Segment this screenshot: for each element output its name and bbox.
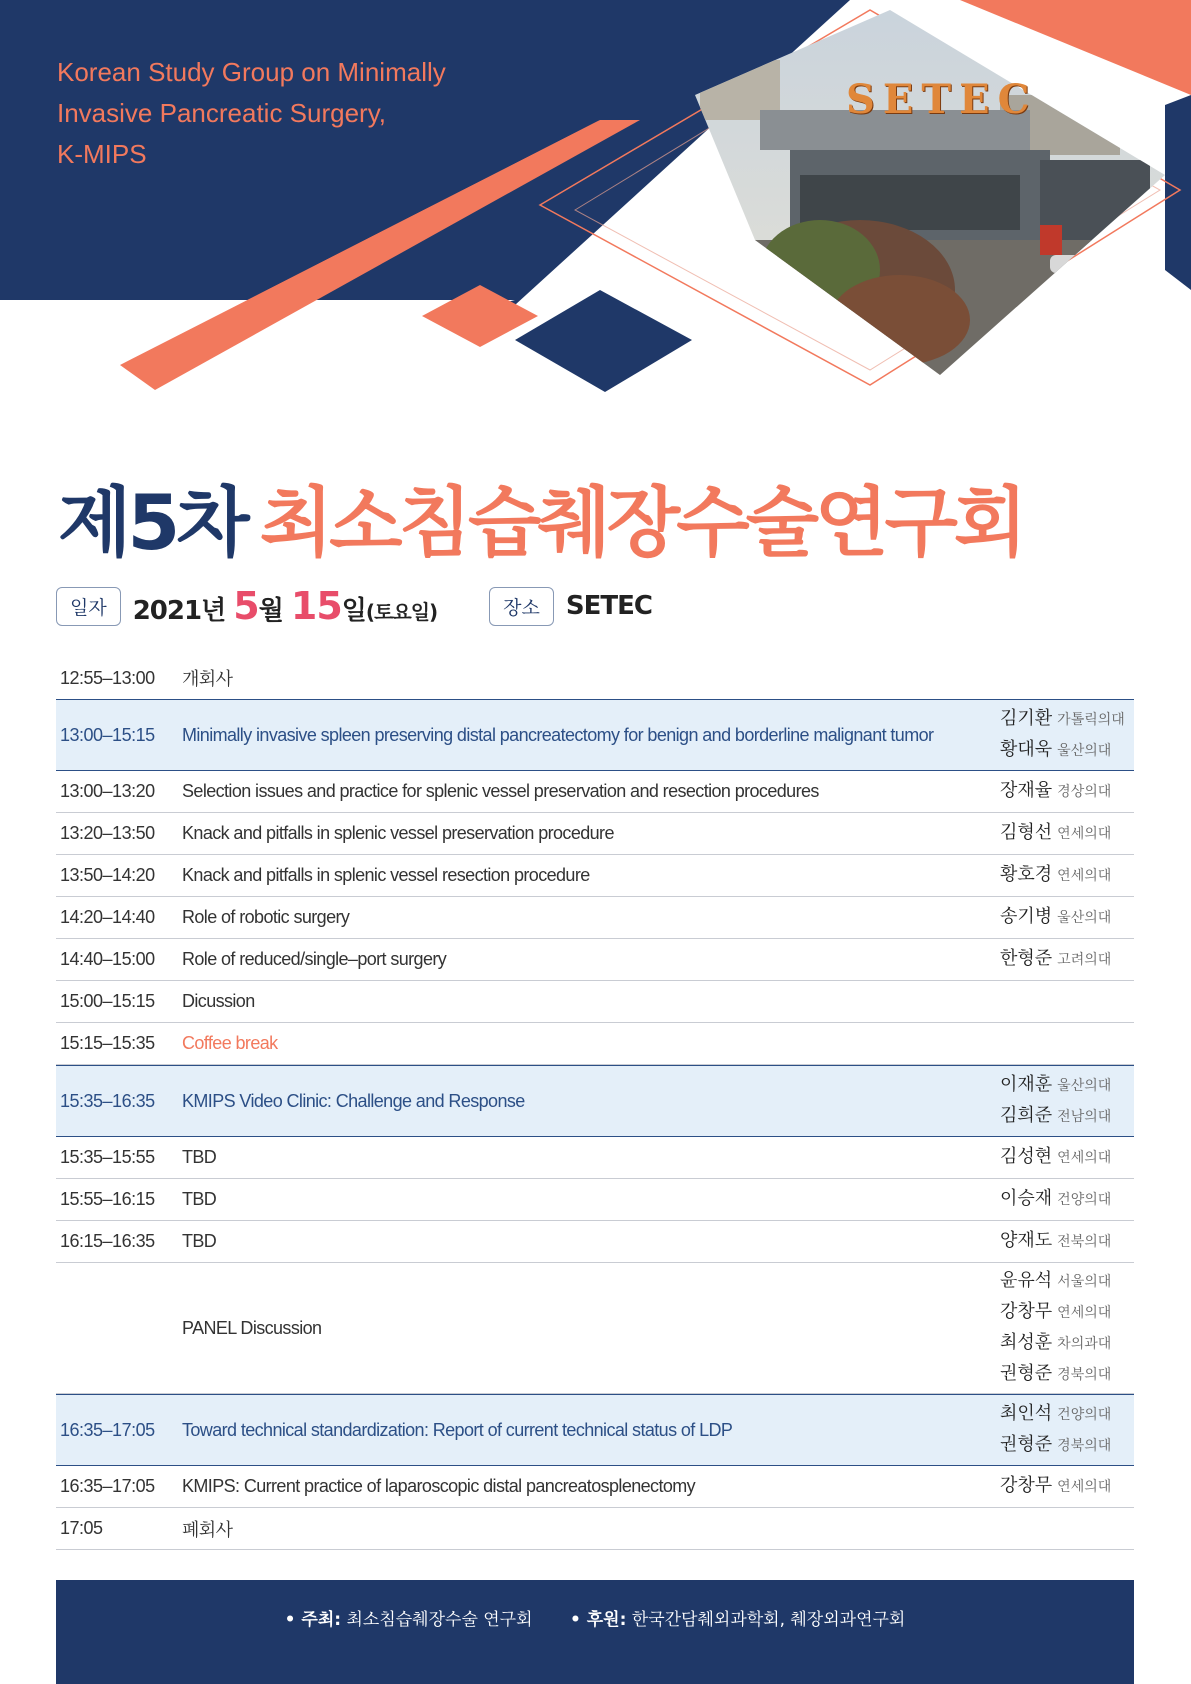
session-topic: Knack and pitfalls in splenic vessel resection procedure [182, 865, 590, 885]
org-line: K-MIPS [57, 139, 147, 169]
schedule-row [56, 1065, 1134, 1137]
speaker-list [1000, 1266, 1134, 1390]
speaker-affiliation: 연세의대 [1057, 1150, 1112, 1166]
date-chip: 일자 [56, 587, 121, 626]
session-topic: Role of robotic surgery [182, 907, 350, 927]
speaker-name: 김성현 [1000, 1146, 1053, 1167]
footer-bar [56, 1580, 1134, 1684]
session-time: 13:00–15:15 [60, 724, 155, 745]
speaker-list [1000, 1471, 1134, 1502]
speaker-affiliation: 울산의대 [1057, 1078, 1112, 1094]
org-line: Korean Study Group on Minimally [57, 57, 446, 87]
host-credit [285, 1610, 533, 1630]
schedule-row [56, 981, 1134, 1023]
schedule-row [56, 1137, 1134, 1179]
speaker-name: 이승재 [1000, 1188, 1053, 1209]
speaker-list [1000, 944, 1134, 975]
date-year: 2021년 [132, 596, 226, 626]
speaker-affiliation: 경상의대 [1057, 784, 1112, 800]
schedule-row [56, 1179, 1134, 1221]
speaker-name: 강창무 [1000, 1301, 1053, 1322]
speaker-name: 최성훈 [1000, 1332, 1053, 1353]
hero-banner [0, 0, 1191, 430]
speaker-affiliation: 경북의대 [1057, 1367, 1112, 1383]
speaker-affiliation: 차의과대 [1057, 1336, 1112, 1352]
speaker-list [1000, 1142, 1134, 1173]
schedule-row [56, 939, 1134, 981]
session-topic: Minimally invasive spleen preserving distal pancreatectomy for benign and borderline malignant tumor [182, 724, 934, 745]
session-topic: KMIPS: Current practice of laparoscopic distal pancreatosplenectomy [182, 1476, 696, 1496]
speaker-name: 윤유석 [1000, 1270, 1053, 1291]
speaker [1000, 860, 1134, 891]
schedule-row [56, 1508, 1134, 1550]
schedule-row [56, 1394, 1134, 1466]
sponsor-label: • 후원: [569, 1610, 627, 1630]
org-line: Invasive Pancreatic Surgery, [57, 98, 386, 128]
speaker-name: 한형준 [1000, 948, 1053, 969]
speaker [1000, 1226, 1134, 1257]
speaker-affiliation: 연세의대 [1057, 1479, 1112, 1495]
event-date [133, 584, 437, 628]
speaker-affiliation: 가톨릭의대 [1057, 712, 1125, 728]
sponsor-name: 한국간담췌외과학회, 췌장외과연구회 [631, 1610, 906, 1630]
footer-credits [56, 1605, 1134, 1630]
session-topic: 폐회사 [182, 1519, 233, 1540]
setec-sign: SETEC [846, 76, 1038, 123]
speaker-name: 송기병 [1000, 906, 1053, 927]
speaker-name: 최인석 [1000, 1403, 1053, 1424]
speaker-name: 이재훈 [1000, 1074, 1053, 1095]
speaker [1000, 1359, 1134, 1390]
session-time: 14:20–14:40 [60, 907, 155, 927]
date-day-unit: 일 [341, 596, 366, 626]
speaker [1000, 944, 1134, 975]
host-label: • 주최: [284, 1610, 342, 1630]
speaker-name: 강창무 [1000, 1475, 1053, 1496]
date-weekday: (토요일) [365, 600, 438, 624]
schedule-row [56, 1023, 1134, 1065]
session-time: 13:00–13:20 [60, 781, 155, 801]
speaker-list [1000, 1184, 1134, 1215]
session-time: 17:05 [60, 1518, 103, 1538]
session-time: 15:35–16:35 [60, 1090, 155, 1111]
speaker [1000, 1184, 1134, 1215]
speaker-name: 황호경 [1000, 864, 1053, 885]
speaker-name: 김기환 [1000, 708, 1053, 729]
sponsor-credit [570, 1610, 905, 1630]
speaker-list [1000, 860, 1134, 891]
navy-diamond [515, 290, 692, 392]
speaker-affiliation: 서울의대 [1057, 1274, 1112, 1290]
session-topic: Knack and pitfalls in splenic vessel preservation procedure [182, 823, 614, 843]
session-time: 15:35–15:55 [60, 1147, 155, 1167]
speaker-name: 김희준 [1000, 1105, 1053, 1126]
speaker-affiliation: 경북의대 [1057, 1438, 1112, 1454]
speaker-list [1000, 776, 1134, 807]
speaker-list [1000, 818, 1134, 849]
place-chip: 장소 [489, 587, 554, 626]
navy-edge [1165, 95, 1191, 290]
session-topic: TBD [182, 1231, 217, 1251]
speaker-name: 황대욱 [1000, 739, 1053, 760]
session-topic: 개회사 [182, 669, 233, 689]
schedule-row [56, 657, 1134, 699]
session-time: 13:50–14:20 [60, 865, 155, 885]
speaker [1000, 1070, 1134, 1101]
session-time: 15:55–16:15 [60, 1189, 155, 1209]
speaker [1000, 776, 1134, 807]
speaker [1000, 1142, 1134, 1173]
session-time: 13:20–13:50 [60, 823, 155, 843]
speaker-affiliation: 건양의대 [1057, 1407, 1112, 1423]
speaker-name: 양재도 [1000, 1230, 1053, 1251]
session-topic: Toward technical standardization: Report of current technical status of LDP [182, 1419, 733, 1440]
speaker-affiliation: 건양의대 [1057, 1192, 1112, 1208]
page-title [58, 462, 1023, 571]
date-month-unit: 월 [258, 596, 283, 626]
organizer-block [57, 52, 446, 175]
session-topic: Dicussion [182, 991, 255, 1011]
speaker-affiliation: 울산의대 [1057, 743, 1112, 759]
speaker-list [1000, 1399, 1134, 1461]
session-topic: Role of reduced/single–port surgery [182, 949, 447, 969]
event-meta [56, 584, 652, 628]
schedule-row [56, 1263, 1134, 1394]
session-time: 16:35–17:05 [60, 1476, 155, 1496]
speaker-name: 권형준 [1000, 1434, 1053, 1455]
speaker [1000, 902, 1134, 933]
speaker [1000, 735, 1134, 766]
speaker [1000, 1430, 1134, 1461]
program-schedule [56, 657, 1134, 1550]
session-time: 12:55–13:00 [60, 667, 155, 688]
speaker-affiliation: 전북의대 [1057, 1234, 1112, 1250]
speaker [1000, 1471, 1134, 1502]
speaker [1000, 704, 1134, 735]
speaker-affiliation: 연세의대 [1057, 868, 1112, 884]
date-day: 15 [290, 584, 342, 628]
speaker [1000, 1399, 1134, 1430]
speaker-affiliation: 울산의대 [1057, 910, 1112, 926]
session-topic: Coffee break [182, 1033, 278, 1053]
speaker-list [1000, 704, 1134, 766]
title-number: 제5차 [58, 478, 246, 567]
speaker-affiliation: 고려의대 [1057, 952, 1112, 968]
schedule-row [56, 771, 1134, 813]
title-main: 최소침습췌장수술연구회 [259, 478, 1024, 567]
speaker [1000, 1266, 1134, 1297]
session-topic: KMIPS Video Clinic: Challenge and Response [182, 1090, 525, 1111]
session-time: 15:15–15:35 [60, 1033, 155, 1053]
schedule-row [56, 1221, 1134, 1263]
speaker-name: 김형선 [1000, 822, 1053, 843]
session-time: 16:35–17:05 [60, 1419, 155, 1440]
host-name: 최소침습췌장수술 연구회 [346, 1610, 533, 1630]
schedule-row [56, 897, 1134, 939]
speaker-affiliation: 전남의대 [1057, 1109, 1112, 1125]
session-topic: TBD [182, 1189, 217, 1209]
speaker-name: 장재율 [1000, 780, 1053, 801]
session-time: 15:00–15:15 [60, 991, 155, 1011]
speaker-list [1000, 902, 1134, 933]
session-topic: Selection issues and practice for splenic vessel preservation and resection procedures [182, 781, 819, 801]
speaker [1000, 1101, 1134, 1132]
session-topic: PANEL Discussion [182, 1317, 322, 1338]
date-month: 5 [233, 584, 259, 628]
speaker-affiliation: 연세의대 [1057, 826, 1112, 842]
speaker [1000, 818, 1134, 849]
session-topic: TBD [182, 1147, 217, 1167]
event-place: SETEC [565, 591, 652, 621]
speaker [1000, 1328, 1134, 1359]
schedule-row [56, 1466, 1134, 1508]
schedule-row [56, 855, 1134, 897]
schedule-row [56, 699, 1134, 771]
session-time: 16:15–16:35 [60, 1231, 155, 1251]
speaker-list [1000, 1070, 1134, 1132]
schedule-row [56, 813, 1134, 855]
session-time: 14:40–15:00 [60, 949, 155, 969]
speaker [1000, 1297, 1134, 1328]
speaker-list [1000, 1226, 1134, 1257]
speaker-name: 권형준 [1000, 1363, 1053, 1384]
speaker-affiliation: 연세의대 [1057, 1305, 1112, 1321]
